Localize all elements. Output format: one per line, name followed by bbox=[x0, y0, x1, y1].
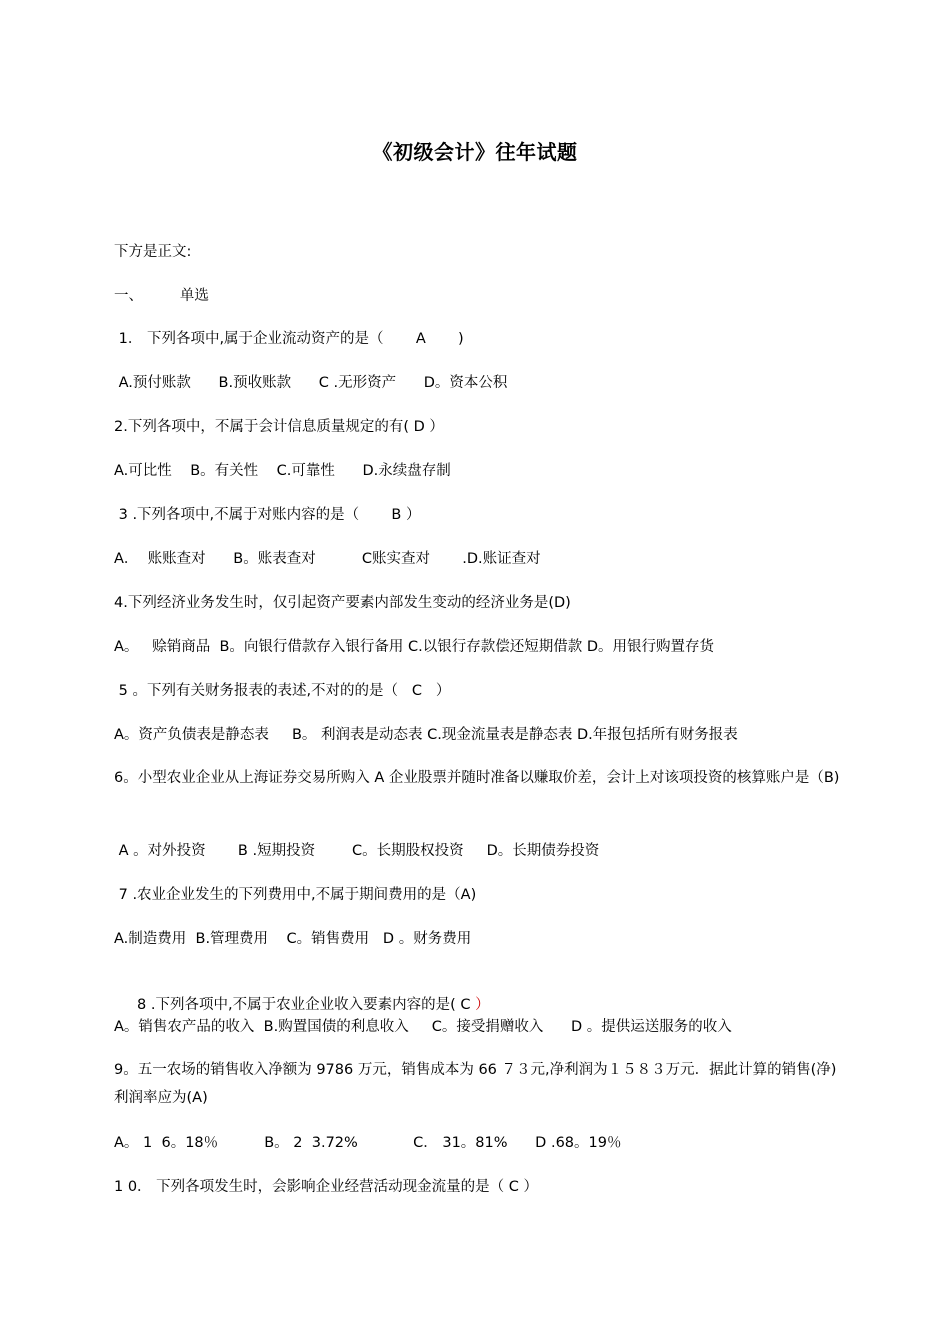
question-10: 1 0． 下列各项发生时，会影响企业经营活动现金流量的是（ C ） bbox=[114, 1179, 539, 1195]
question-3: 3 .下列各项中,不属于对账内容的是（ B ） bbox=[114, 507, 421, 523]
question-5: 5 。下列有关财务报表的表述,不对的的是（ C ） bbox=[114, 683, 451, 699]
question-7-options: A.制造费用 B.管理费用 C。销售费用 D 。财务费用 bbox=[114, 931, 472, 947]
question-8-text: 8 .下列各项中,不属于农业企业收入要素内容的是( C bbox=[132, 997, 476, 1013]
question-6: 6。小型农业企业从上海证券交易所购入 A 企业股票并随时准备以赚取价差，会计上对该项投资的核算账户是（B) bbox=[114, 770, 840, 786]
section-heading: 一、 单选 bbox=[114, 288, 209, 304]
question-9-options: A。 1 6。18％ B。 2 3.72% C． 31。81% D .68。19％ bbox=[114, 1135, 622, 1151]
question-2: 2.下列各项中，不属于会计信息质量规定的有( D ） bbox=[114, 419, 444, 435]
question-1: 1． 下列各项中,属于企业流动资产的是（ A ) bbox=[114, 331, 464, 347]
question-8-paren: ） bbox=[475, 997, 490, 1013]
question-7: 7 .农业企业发生的下列费用中,不属于期间费用的是（A) bbox=[114, 887, 477, 903]
question-9: 9。五一农场的销售收入净额为 9786 万元，销售成本为 66 ７３元,净利润为１５８３万元．据此计算的销售(净)利润率应为(A) bbox=[114, 1062, 837, 1106]
question-8-options: A。销售农产品的收入 B.购置国债的利息收入 C。接受捐赠收入 D 。提供运送服务的收入 bbox=[114, 1019, 732, 1035]
question-4-options: A。 赊销商品 B。向银行借款存入银行备用 C.以银行存款偿还短期借款 D。用银行购置存货 bbox=[114, 639, 715, 655]
page-title: 《初级会计》往年试题 bbox=[372, 140, 578, 164]
question-6-options: A 。对外投资 B .短期投资 C。长期股权投资 D。长期债券投资 bbox=[114, 843, 600, 859]
question-4: 4.下列经济业务发生时，仅引起资产要素内部发生变动的经济业务是(D) bbox=[114, 595, 571, 611]
question-3-options: A． 账账查对 B。账表查对 C账实查对 .D.账证查对 bbox=[114, 551, 541, 567]
intro-text: 下方是正文: bbox=[114, 244, 192, 260]
question-1-options: A.预付账款 B.预收账款 C .无形资产 D。资本公积 bbox=[114, 375, 508, 391]
question-5-options: A。资产负债表是静态表 B。 利润表是动态表 C.现金流量表是静态表 D.年报包括所有财务报表 bbox=[114, 727, 738, 743]
question-2-options: A.可比性 B。有关性 C.可靠性 D.永续盘存制 bbox=[114, 463, 451, 479]
